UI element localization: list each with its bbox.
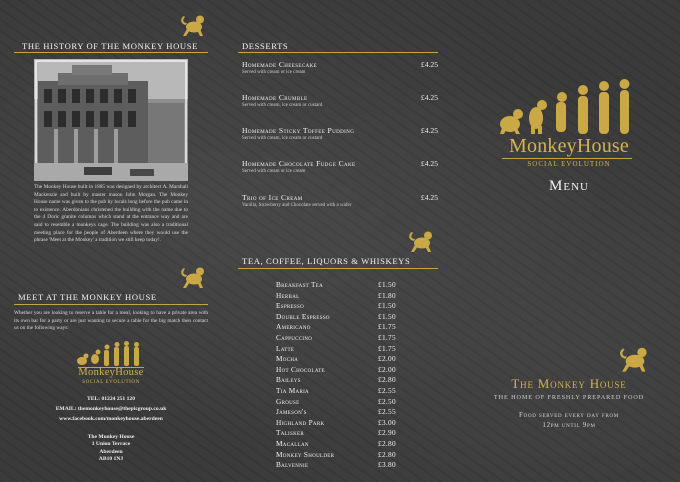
panel-cover [458,0,680,482]
drink-price: £3.00 [378,417,396,427]
drinks-rule [238,268,438,269]
contact-web[interactable]: www.facebook.com/monkeyhouse.aberdeen [59,416,163,422]
evolution-icon [76,341,146,367]
dessert-desc: Served with cream or ice cream [242,169,306,174]
drink-name: Americano [276,322,311,332]
dessert-item [242,193,438,208]
drink-name: Hot Chocolate [276,364,325,374]
meet-text: Whether you are looking to reserve a table for a meal, looking to have a private area with its own bar for a party or are just wanting to secure a table for the big match then contact us on the following ways: [14,310,208,332]
drink-price: £2.80 [378,439,396,448]
contact-tel: TEL: 01224 251 120 [86,396,136,402]
drink-name: Mocha [276,354,299,364]
drink-price: £1.80 [378,290,396,300]
hours-line-2: 12pm until 9pm [542,421,596,429]
monkey-icon [180,266,208,290]
cover-logo-rule [502,158,632,159]
brand-name: The Monkey House [511,376,627,391]
drink-name: Balvennie [276,460,309,470]
drink-row [276,407,412,418]
drink-row [276,397,412,408]
drink-name: Grouse [276,396,300,406]
desserts-title: DESSERTS [242,41,289,51]
drink-name: Herbal [276,290,300,300]
drink-row [276,312,412,323]
drink-price: £1.50 [378,301,396,311]
hours-line-1: Food served every day from [519,411,619,419]
drink-row [276,354,412,365]
dessert-item [242,93,438,108]
drink-price: £1.75 [378,343,396,353]
address-line: The Monkey House [87,434,135,440]
monkey-icon [618,346,652,374]
dessert-name: Homemade Crumble [242,93,308,102]
dessert-name: Homemade Sticky Toffee Pudding [242,126,355,135]
dessert-name: Trio of Ice Cream [242,193,303,202]
drinks-title: TEA, COFFEE, LIQUORS & WHISKEYS [242,256,411,266]
drink-row [276,333,412,344]
monkey-icon [408,230,436,254]
dessert-price: £4.25 [420,193,438,202]
drink-price: £2.80 [378,375,396,385]
logo-name: MonkeyHouse [78,367,144,378]
dessert-name: Homemade Cheesecake [242,60,318,69]
drink-row [276,344,412,355]
drink-name: Talisker [276,428,304,438]
cover-logo-name: MonkeyHouse [509,135,629,157]
drink-row [276,280,412,291]
address [14,434,208,464]
drink-row [276,450,412,461]
drink-price: £2.55 [378,386,396,395]
meet-title: MEET AT THE MONKEY HOUSE [18,292,157,302]
drink-row [276,386,412,397]
cover-logo-tag: SOCIAL EVOLUTION [527,160,611,168]
meet-rule [14,304,208,305]
drink-price: £2.50 [378,396,396,406]
logo-tag: SOCIAL EVOLUTION [82,380,140,385]
drink-row [276,460,412,471]
dessert-price: £4.25 [420,60,438,69]
drink-name: Jameson's [276,407,307,417]
drink-price: £3.80 [378,460,396,470]
drink-price: £2.80 [378,449,396,459]
history-title: THE HISTORY OF THE MONKEY HOUSE [22,41,198,51]
drink-name: Latte [276,343,295,353]
drink-row [276,375,412,386]
drink-name: Monkey Shoulder [276,449,335,459]
drink-price: £2.00 [378,354,396,364]
contact-email[interactable]: EMAIL: themonkeyhouse@thepicgroup.co.uk [55,406,167,412]
monkey-icon [180,14,208,38]
drink-row [276,418,412,429]
drink-name: Breakfast Tea [276,280,324,289]
drink-name: Cappuccino [276,333,313,342]
dessert-item [242,159,438,174]
address-line: 1 Union Terrace [91,441,131,448]
drink-row [276,365,412,376]
dessert-desc: Served with cream or ice cream [242,70,306,75]
dessert-desc: Vanilla, Strawberry and Chocolate served with a wafer [242,203,352,208]
drink-price: £1.50 [378,311,396,321]
dessert-item [242,60,438,75]
drink-row [276,291,412,302]
tagline: THE HOME OF FRESHLY PREPARED FOOD [493,394,645,401]
drink-name: Baileys [276,375,301,385]
drink-price: £1.50 [378,280,396,289]
drink-row [276,322,412,333]
dessert-price: £4.25 [420,126,438,135]
menu-label: Menu [549,178,589,194]
drink-name: Espresso [276,301,304,311]
drink-price: £2.00 [378,364,396,374]
drink-name: Macallan [276,439,309,448]
drink-name: Tia Maria [276,386,309,395]
desserts-rule [238,52,438,53]
building-photo [34,59,188,181]
drink-price: £1.75 [378,322,396,332]
dessert-price: £4.25 [420,159,438,168]
drink-price: £2.90 [378,428,396,438]
history-rule [14,52,208,53]
panel-history [0,0,220,482]
panel-menu [228,0,450,482]
drink-name: Double Espresso [276,311,330,321]
drink-name: Highland Park [276,417,325,427]
dessert-item [242,126,438,141]
address-line: AB10 1NJ [98,456,124,463]
evolution-icon [498,78,636,134]
history-text: The Monkey House built in 1885 was designed by architect A. Marshall Mackenzie and built by master mason John Morgan. The Monkey House name was given to the pub by locals long before the pub came in to existence. Aberdonians christened the building with the name due to the 4 Doric granite columns which stand at the entrance way and are said to resemble a monkeys cage. The building was also a traditional meeting place for the people of Aberdeen where they would use the phrase 'Meet at the Monkey' a tradition we still keep today!. [34,184,188,244]
drink-row [276,301,412,312]
dessert-price: £4.25 [420,93,438,102]
dessert-desc: Served with cream, ice cream or custard [242,136,323,141]
address-line: Aberdeen [99,448,123,455]
drink-price: £2.55 [378,407,396,417]
drink-row [276,439,412,450]
dessert-desc: Served with cream, ice cream or custard [242,103,323,108]
dessert-name: Homemade Chocolate Fudge Cake [242,159,356,168]
drink-row [276,428,412,439]
drink-price: £1.75 [378,333,396,342]
